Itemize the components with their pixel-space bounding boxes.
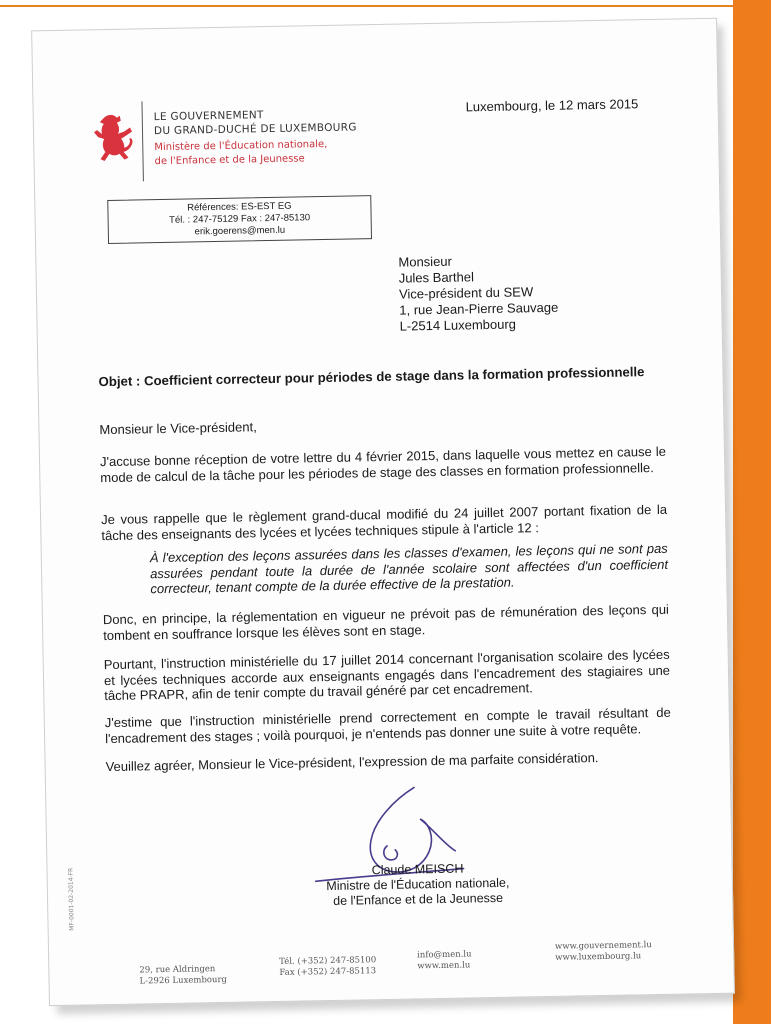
reference-email: erik.goerens@men.lu [194, 224, 286, 238]
footer-tel: Tél. (+352) 247-85100 [279, 955, 377, 967]
letterhead-divider [141, 101, 143, 181]
footer-phone [279, 955, 376, 979]
government-line-1: LE GOUVERNEMENT [153, 109, 264, 124]
body-paragraph-4: Pourtant, l'instruction ministérielle du 17 juillet 2014 concernant l'organisation scolaire des lycées et lycées techniques accorde aux enseignants engagés dans l'encadrement des stagiaires une tâche PRAPR, afin de tenir compte du travail généré par cet encadrement. [103, 646, 671, 704]
salutation: Monsieur le Vice-président, [99, 419, 257, 438]
government-line-2: DU GRAND-DUCHÉ DE LUXEMBOURG [153, 121, 357, 138]
letter-page [31, 18, 735, 1006]
footer-gov-web [555, 940, 652, 964]
quoted-article: À l'exception des leçons assurées dans les classes d'examen, les leçons qui ne sont pas assurées pendant toute la durée de l'année scolaire sont affectées d'un coefficient correcteur, tenant compte de la durée effective de la prestation. [149, 540, 669, 597]
footer-email: info@men.lu [417, 949, 472, 961]
addressee-line: 1, rue Jean-Pierre Sauvage [399, 299, 559, 318]
form-code: MF-0001-02-2014-FR [67, 867, 76, 931]
closing-formula: Veuillez agréer, Monsieur le Vice-président, l'expression de ma parfaite considération. [105, 750, 599, 775]
footer-web: www.men.lu [417, 960, 471, 972]
body-paragraph-2: Je vous rappelle que le règlement grand-ducal modifié du 24 juillet 2007 portant fixation de la tâche des enseignants des lycées et lycées techniques stipule à l'article 12 : [100, 501, 668, 543]
reference-box [107, 195, 372, 244]
addressee-line: Monsieur [398, 253, 453, 270]
addressee-line: Jules Barthel [398, 269, 475, 286]
body-paragraph-3: Donc, en principe, la réglementation en vigueur ne prévoit pas de rémunération des leçons qui tombent en souffrance lorsque les élèves sont en stage. [102, 601, 669, 643]
footer-gov-web-2: www.luxembourg.lu [555, 951, 642, 963]
top-orange-rule [0, 5, 733, 7]
body-paragraph-1: J'accuse bonne réception de votre lettre du 4 février 2015, dans laquelle vous mettez en cause le mode de calcul de la tâche pour les périodes de stage des classes en formation professionnelle. [99, 443, 667, 485]
letter-subject: Objet : Coefficient correcteur pour périodes de stage dans la formation professionnelle [98, 364, 645, 390]
footer-street: 29, rue Aldringen [139, 964, 216, 976]
signatory-title-2: de l'Enfance et de la Jeunesse [333, 890, 504, 908]
footer-address [139, 964, 227, 988]
signatory-name: Claude MEISCH [371, 861, 464, 878]
footer-city: L-2926 Luxembourg [139, 974, 228, 987]
body-paragraph-5: J'estime que l'instruction ministérielle prend correctement en compte le travail résultant de l'encadrement des stages ; voilà pourquoi, je n'entends pas donner une suite à votre requête. [104, 704, 671, 746]
signatory-title-1: Ministre de l'Éducation nationale, [326, 875, 510, 894]
addressee-line: L-2514 Luxembourg [399, 316, 517, 334]
reference-phone-fax: Tél. : 247-75129 Fax : 247-85130 [169, 212, 311, 226]
orange-side-bar [733, 0, 771, 1024]
addressee-line: Vice-président du SEW [398, 284, 534, 302]
footer-contact [417, 949, 472, 972]
footer-fax: Fax (+352) 247-85113 [279, 966, 377, 978]
reference-line: Références: ES-EST EG [187, 200, 292, 214]
addressee-block [398, 252, 558, 335]
red-lion-emblem-icon [90, 111, 137, 168]
letter-date: Luxembourg, le 12 mars 2015 [465, 96, 639, 115]
ministry-line-1: Ministère de l'Éducation nationale, [154, 138, 328, 154]
ministry-line-2: de l'Enfance et de la Jeunesse [154, 153, 305, 168]
footer-gov-web-1: www.gouvernement.lu [554, 940, 652, 952]
